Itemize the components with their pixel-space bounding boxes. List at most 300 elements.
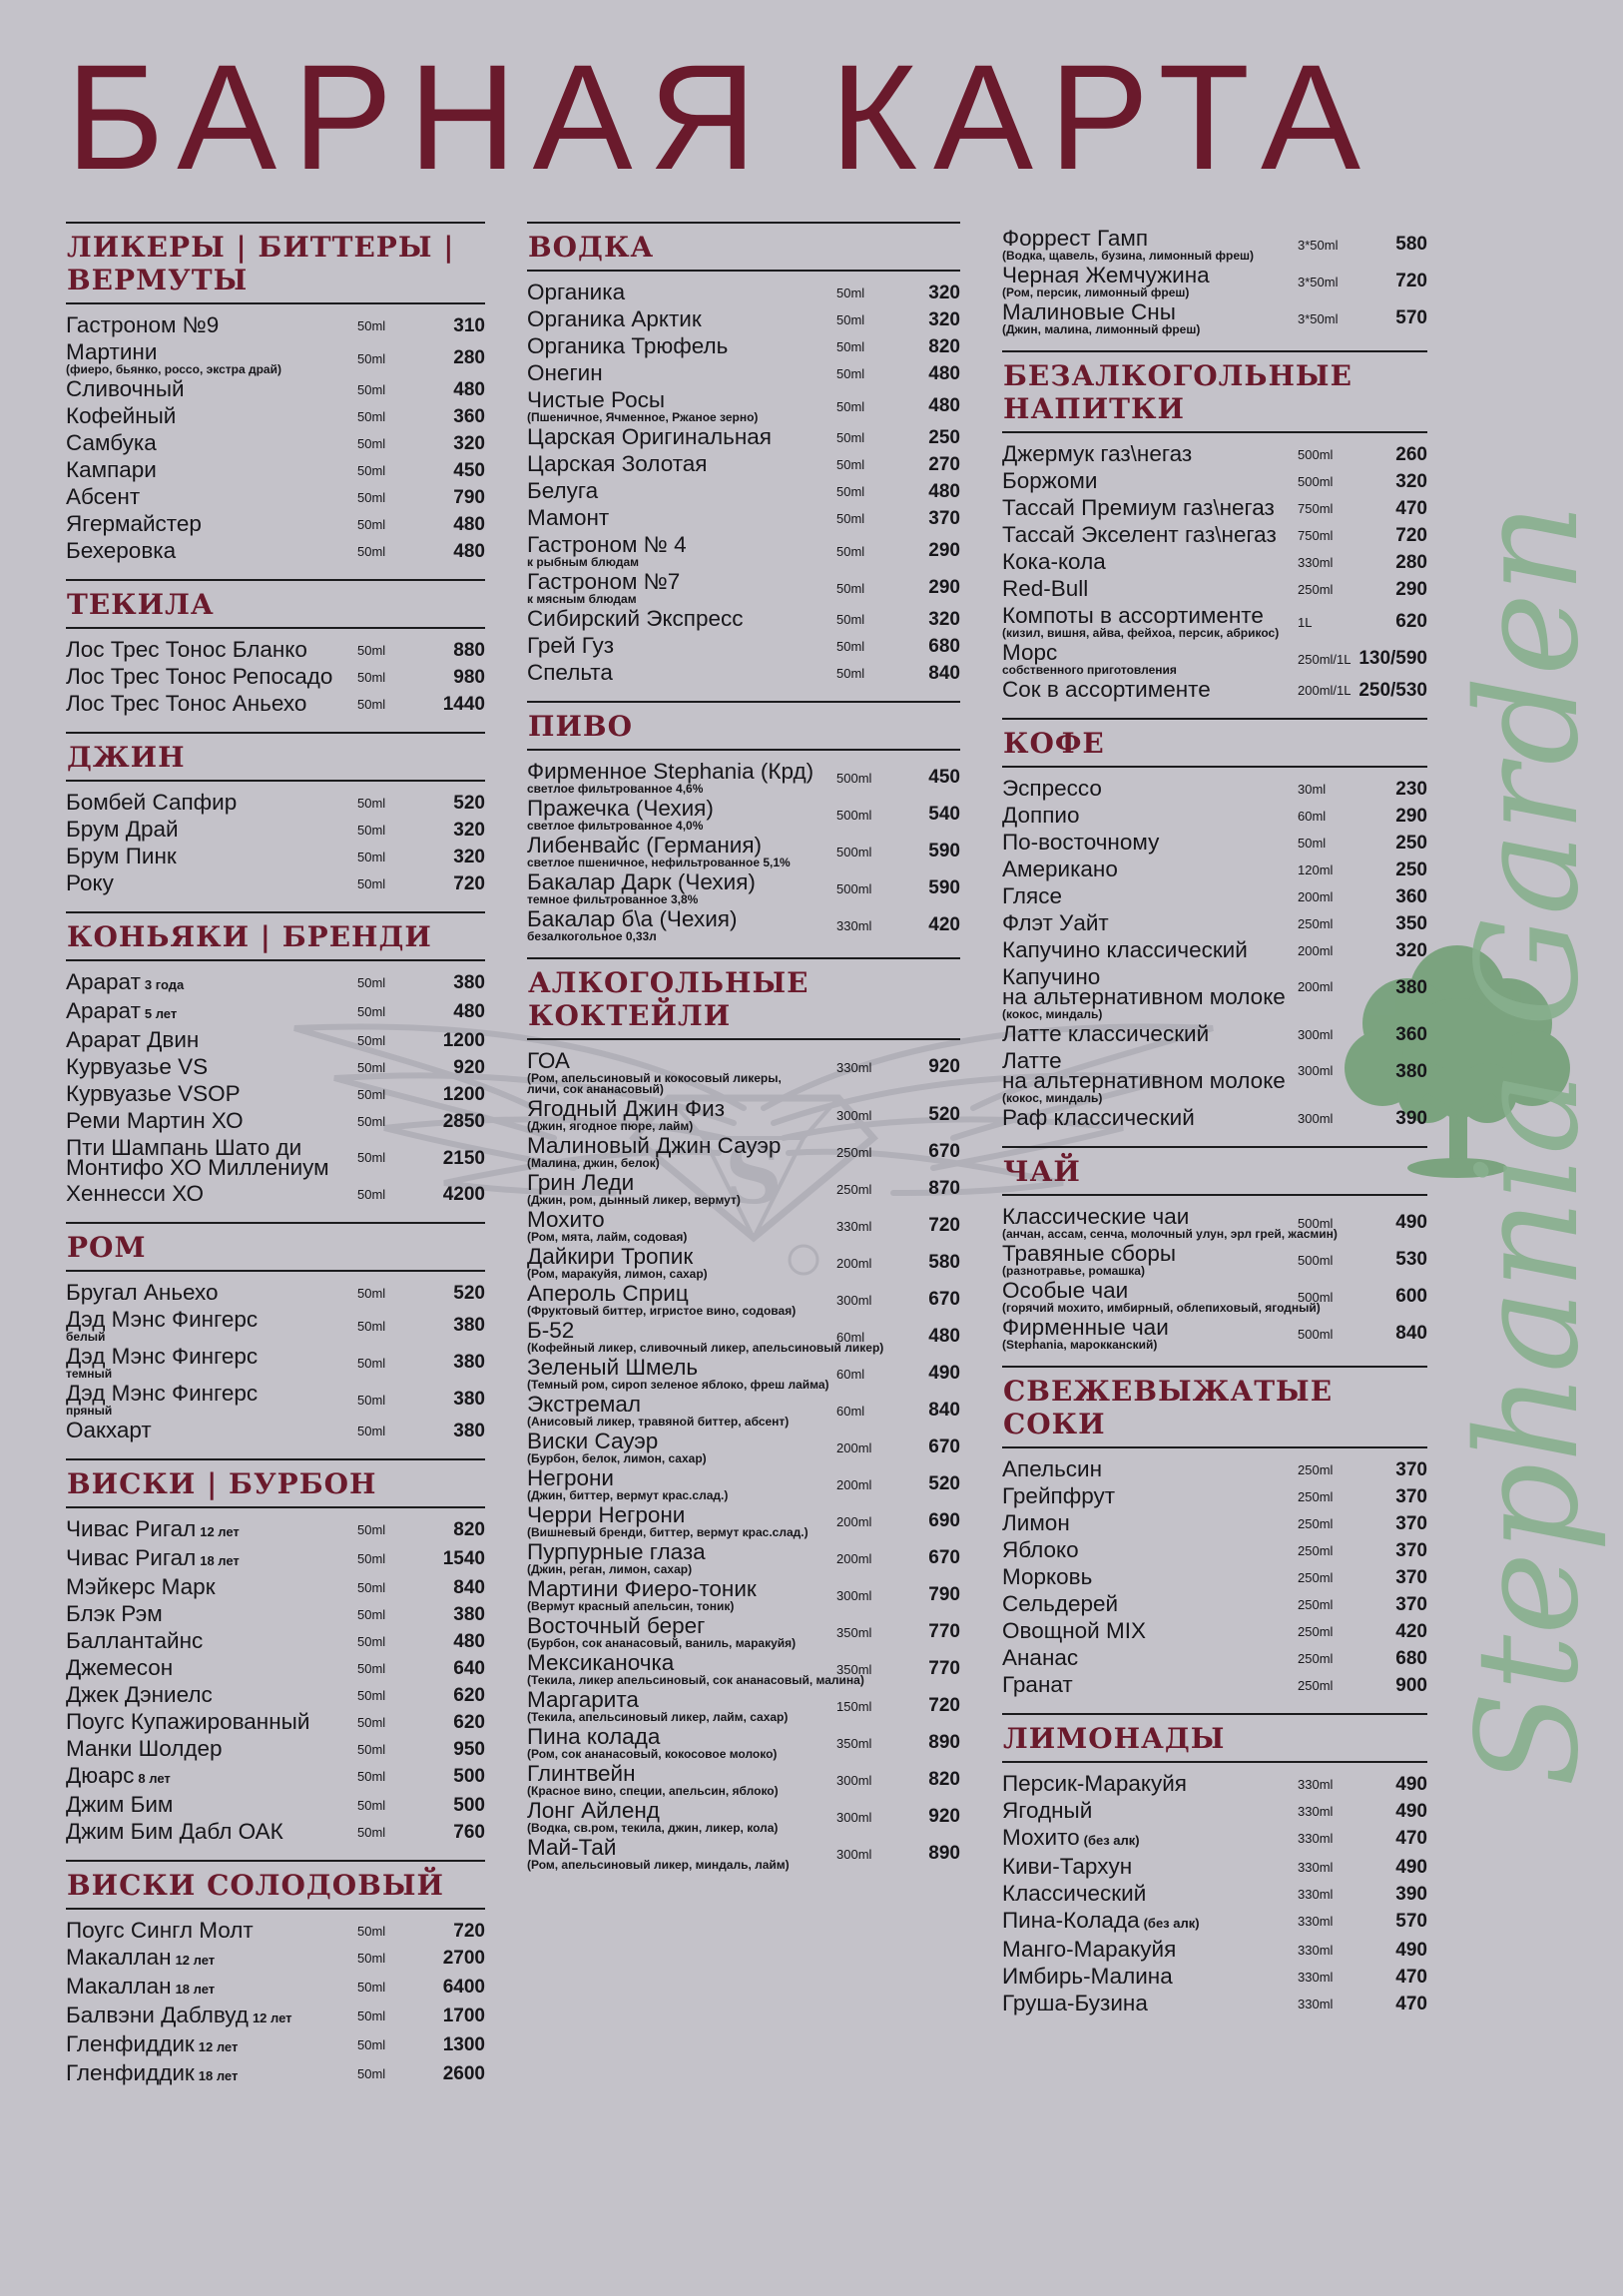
- item-volume: 50ml: [357, 1393, 386, 1408]
- item-description: (кокос, миндаль): [1002, 1007, 1103, 1021]
- menu-item: [1002, 1825, 1427, 1854]
- menu-item: [66, 1682, 485, 1709]
- item-volume: 50ml: [357, 1634, 386, 1649]
- menu-item-text: [527, 1650, 876, 1687]
- item-name: Капучино классический: [1002, 937, 1248, 962]
- menu-item-text: [527, 569, 876, 606]
- item-price: 370: [1395, 1567, 1427, 1588]
- menu-item: [527, 387, 960, 424]
- item-description: (Анисовый ликер, травяной биттер, абсент): [527, 1415, 790, 1429]
- item-name-note: 5 лет: [144, 1006, 178, 1021]
- menu-item-text: [66, 870, 401, 896]
- menu-item-text: [527, 796, 876, 833]
- item-name: ГОА: [527, 1048, 570, 1073]
- item-description: безалкогольное 0,33л: [527, 929, 657, 943]
- menu-item-text: [1002, 1241, 1302, 1278]
- item-name-line: [66, 844, 401, 869]
- menu-item-text: [66, 1108, 401, 1134]
- menu-item-text: [66, 969, 401, 998]
- item-name: Зеленый Шмель: [527, 1355, 699, 1380]
- menu-item-text: [66, 1181, 401, 1207]
- item-name-line: [527, 478, 876, 504]
- item-price: 370: [1395, 1594, 1427, 1615]
- menu-item-text: [1002, 1771, 1302, 1797]
- item-price: 480: [928, 395, 960, 416]
- menu-item: [66, 790, 485, 817]
- menu-item: [1002, 1021, 1427, 1048]
- item-price: 380: [1395, 977, 1427, 998]
- item-price: 260: [1395, 444, 1427, 465]
- item-volume: 500ml: [836, 771, 872, 786]
- item-name-line: [66, 376, 401, 402]
- item-volume: 200ml: [836, 1440, 872, 1455]
- item-price: 880: [453, 640, 485, 661]
- menu-section: [1002, 718, 1427, 1132]
- item-description: темный: [66, 1367, 113, 1381]
- item-volume: 50ml: [357, 1150, 386, 1165]
- menu-item-text: [1002, 441, 1302, 467]
- item-name: Груша-Бузина: [1002, 1991, 1148, 2015]
- menu-item-text: [66, 664, 401, 690]
- item-volume: 60ml: [1298, 809, 1327, 824]
- menu-item: [527, 1576, 960, 1613]
- menu-item-text: [66, 2031, 401, 2060]
- item-volume: 50ml: [836, 430, 865, 445]
- item-volume: 500ml: [1298, 1290, 1334, 1305]
- item-price: 480: [453, 379, 485, 400]
- item-volume: 330ml: [1298, 1914, 1334, 1929]
- item-name: Мэйкерс Марк: [66, 1574, 216, 1599]
- item-name-line: [527, 505, 876, 531]
- menu-item-text: [527, 869, 876, 906]
- item-volume: 250ml: [836, 1182, 872, 1197]
- menu-item: [66, 637, 485, 664]
- item-name: Реми Мартин ХО: [66, 1108, 244, 1133]
- menu-item-text: [66, 637, 401, 663]
- item-name-line: [66, 969, 401, 998]
- item-volume: 330ml: [1298, 1997, 1334, 2011]
- item-volume: 60ml: [836, 1367, 865, 1382]
- item-name-line: [66, 2003, 401, 2031]
- item-volume: 50ml: [357, 1924, 386, 1939]
- item-name: Маргарита: [527, 1687, 639, 1712]
- menu-item: [66, 1628, 485, 1655]
- item-price: 290: [1395, 579, 1427, 600]
- item-price: 790: [453, 487, 485, 508]
- menu-item-text: [66, 2060, 401, 2089]
- item-name-line: [1002, 1645, 1302, 1671]
- item-name: Джим Бим Дабл ОАК: [66, 1819, 283, 1844]
- menu-item-text: [527, 424, 876, 450]
- item-name-line: [527, 333, 876, 359]
- item-description: к рыбным блюдам: [527, 555, 640, 569]
- menu-item: [527, 1798, 960, 1835]
- item-price: 270: [928, 454, 960, 475]
- item-price: 370: [1395, 1513, 1427, 1534]
- item-volume: 300ml: [836, 1293, 872, 1308]
- item-name: Либенвайс (Германия): [527, 833, 763, 858]
- item-name-line: [66, 1819, 401, 1845]
- item-name-line: [66, 1516, 401, 1545]
- item-name-note: (без алк): [1143, 1916, 1200, 1931]
- item-name-line: [1002, 677, 1302, 703]
- menu-item: [66, 1655, 485, 1682]
- section-heading: ЛИКЕРЫ | БИТТЕРЫ | ВЕРМУТЫ: [66, 222, 485, 304]
- item-name: Лос Трес Тонос Бланко: [66, 637, 307, 662]
- item-name-line: [66, 484, 401, 510]
- item-name-line: [66, 817, 401, 843]
- menu-item: [527, 1429, 960, 1465]
- menu-item-text: [1002, 776, 1302, 802]
- item-volume: 60ml: [836, 1330, 865, 1345]
- item-price: 450: [928, 767, 960, 788]
- menu-item-text: [66, 339, 401, 376]
- item-price: 320: [1395, 940, 1427, 961]
- menu-item-text: [66, 2003, 401, 2031]
- item-volume: 250ml: [836, 1145, 872, 1160]
- item-name: Грейпфрут: [1002, 1483, 1116, 1508]
- item-price: 2700: [442, 1948, 485, 1969]
- item-description: (Ром, апельсиновый и кокосовый ликеры,: [527, 1071, 782, 1085]
- item-price: 2600: [442, 2063, 485, 2084]
- menu-item: [527, 451, 960, 478]
- item-volume: 50ml: [357, 1769, 386, 1784]
- item-volume: 50ml: [357, 1825, 386, 1840]
- item-name: Джемесон: [66, 1655, 174, 1680]
- menu-item-text: [1002, 1048, 1302, 1105]
- item-price: 720: [453, 873, 485, 894]
- item-price: 320: [928, 283, 960, 303]
- item-name-line: [1002, 910, 1302, 936]
- menu-item: [1002, 803, 1427, 830]
- item-volume: 50ml: [357, 1980, 386, 1995]
- item-volume: 500ml: [1298, 1216, 1334, 1231]
- item-volume: 200ml: [1298, 943, 1334, 958]
- menu-item-text: [1002, 1537, 1302, 1563]
- menu-item: [66, 1945, 485, 1974]
- menu-item: [66, 664, 485, 691]
- item-price: 500: [453, 1795, 485, 1816]
- item-name-line: [1002, 830, 1302, 856]
- svg-text:S: S: [725, 1128, 783, 1222]
- item-name: Сливочный: [66, 376, 185, 401]
- menu-item: [527, 478, 960, 505]
- item-volume: 250ml/1L: [1298, 652, 1352, 667]
- menu-item: [1002, 263, 1427, 299]
- item-volume: 300ml: [836, 1847, 872, 1862]
- item-name-line: [1002, 1854, 1302, 1880]
- item-name-line: [66, 1628, 401, 1654]
- item-name-note: 18 лет: [200, 1553, 240, 1568]
- item-price: 360: [1395, 1024, 1427, 1045]
- item-name-note: 12 лет: [175, 1953, 216, 1968]
- item-name-line: [1002, 1510, 1302, 1536]
- menu-item-text: [1002, 964, 1302, 1021]
- item-volume: 330ml: [1298, 1887, 1334, 1902]
- item-price: 580: [1395, 234, 1427, 255]
- menu-item-text: [527, 387, 876, 424]
- item-price: 720: [453, 1921, 485, 1942]
- menu-item: [1002, 1798, 1427, 1825]
- item-volume: 3*50ml: [1298, 311, 1339, 326]
- menu-item-text: [1002, 1672, 1302, 1698]
- item-volume: 300ml: [1298, 1111, 1334, 1126]
- item-name-line: [66, 1418, 401, 1443]
- item-description: собственного приготовления: [1002, 663, 1177, 677]
- item-volume: 50ml: [357, 1522, 386, 1537]
- item-name: Курвуазье VS: [66, 1054, 209, 1079]
- menu-item: [1002, 1854, 1427, 1881]
- menu-item: [1002, 677, 1427, 704]
- menu-item: [527, 869, 960, 906]
- item-price: 1540: [442, 1548, 485, 1569]
- item-volume: 50ml: [836, 612, 865, 627]
- item-name-line: [66, 430, 401, 456]
- item-price: 250/530: [1358, 680, 1427, 701]
- menu-item: [1002, 1510, 1427, 1537]
- menu-item: [1002, 299, 1427, 336]
- item-name-line-2: на альтернативном молоке: [1002, 984, 1286, 1009]
- menu-item: [1002, 226, 1427, 263]
- menu-item: [1002, 1645, 1427, 1672]
- item-name: Грей Гуз: [527, 633, 615, 658]
- item-name-line: [1002, 1991, 1302, 2016]
- menu-item: [66, 1736, 485, 1763]
- item-name: Бехеровка: [66, 538, 177, 563]
- item-name-line: [1002, 1456, 1302, 1482]
- item-description: (анчан, ассам, сенча, молочный улун, эрл грей, жасмин): [1002, 1227, 1338, 1241]
- menu-item-text: [66, 1918, 401, 1944]
- menu-item: [527, 1761, 960, 1798]
- item-name: Дюарс: [66, 1763, 135, 1788]
- menu-item: [66, 538, 485, 565]
- menu-item: [527, 1650, 960, 1687]
- item-name: Компоты в ассортименте: [1002, 603, 1264, 628]
- menu-item-text: [527, 906, 876, 943]
- item-price: 540: [928, 804, 960, 825]
- item-price: 840: [928, 663, 960, 684]
- item-volume: 330ml: [1298, 1777, 1334, 1792]
- item-description: (Водка, св.ром, текила, джин, ликер, кола): [527, 1821, 779, 1835]
- item-price: 530: [1395, 1249, 1427, 1270]
- item-name-line: [66, 1574, 401, 1600]
- section-heading: КОФЕ: [1002, 718, 1427, 768]
- menu-item-text: [1002, 1591, 1302, 1617]
- item-volume: 50ml: [357, 1286, 386, 1301]
- menu-item-text: [66, 691, 401, 717]
- item-price: 640: [453, 1658, 485, 1679]
- section-heading: АЛКОГОЛЬНЫЕ КОКТЕЙЛИ: [527, 957, 960, 1040]
- item-name: Арарат: [66, 969, 141, 994]
- item-name-line: [1002, 495, 1302, 521]
- menu-item: [66, 969, 485, 998]
- section-heading: ДЖИН: [66, 732, 485, 782]
- item-price: 370: [1395, 1540, 1427, 1561]
- item-volume: 1L: [1298, 615, 1313, 630]
- item-volume: 300ml: [836, 1588, 872, 1603]
- item-price: 920: [928, 1806, 960, 1827]
- section-heading: РОМ: [66, 1222, 485, 1272]
- item-name: Бругал Аньехо: [66, 1280, 219, 1305]
- item-name: Глясе: [1002, 883, 1062, 908]
- menu-item-text: [527, 633, 876, 659]
- menu-item-text: [66, 1763, 401, 1792]
- item-price: 250: [928, 427, 960, 448]
- item-volume: 300ml: [836, 1773, 872, 1788]
- item-price: 490: [1395, 1212, 1427, 1233]
- item-description: белый: [66, 1330, 106, 1344]
- item-name-line: [66, 1280, 401, 1306]
- item-volume: 250ml: [1298, 1489, 1334, 1504]
- menu-item-text: [1002, 1483, 1302, 1509]
- item-volume: 50ml: [357, 876, 386, 891]
- menu-item-text: [1002, 1564, 1302, 1590]
- menu-item-text: [527, 1465, 876, 1502]
- item-volume: 350ml: [836, 1625, 872, 1640]
- menu-column-1: [66, 222, 485, 2103]
- menu-item-text: [527, 1096, 876, 1133]
- item-name-line: [66, 637, 401, 663]
- menu-item: [527, 660, 960, 687]
- item-name-line: [1002, 1105, 1302, 1131]
- item-name-line: [66, 1945, 401, 1974]
- menu-item-text: [66, 484, 401, 510]
- item-name: Сибирский Экспресс: [527, 606, 744, 631]
- item-description: (Ром, апельсиновый ликер, миндаль, лайм): [527, 1858, 790, 1872]
- item-name: Мохито: [1002, 1825, 1080, 1850]
- item-volume: 50ml: [357, 1580, 386, 1595]
- menu-item-text: [66, 1974, 401, 2003]
- menu-item-text: [527, 1392, 876, 1429]
- item-price: 480: [453, 1631, 485, 1652]
- item-name: Оакхарт: [66, 1418, 152, 1442]
- menu-item: [1002, 776, 1427, 803]
- item-price: 320: [928, 609, 960, 630]
- menu-item-text: [1002, 549, 1302, 575]
- item-volume: 330ml: [836, 1219, 872, 1234]
- item-description: (Пшеничное, Ячменное, Ржаное зерно): [527, 410, 759, 424]
- item-name: Макаллан: [66, 1945, 172, 1970]
- item-name-line: [66, 1792, 401, 1818]
- menu-item-text: [1002, 495, 1302, 521]
- item-price: 490: [1395, 1801, 1427, 1822]
- item-description: (Бурбон, белок, лимон, сахар): [527, 1451, 707, 1465]
- item-name: Брум Драй: [66, 817, 179, 842]
- menu-item-text: [66, 1628, 401, 1654]
- menu-item-text: [527, 1133, 876, 1170]
- item-name-line: [1002, 857, 1302, 882]
- menu-item: [1002, 1881, 1427, 1908]
- item-description: светлое фильтрованное 4,6%: [527, 782, 704, 796]
- item-name: Арарат: [66, 998, 141, 1023]
- item-name-line: [1002, 883, 1302, 909]
- item-name-line: [1002, 1618, 1302, 1644]
- item-name: Киви-Тархун: [1002, 1854, 1133, 1879]
- item-price: 490: [1395, 1857, 1427, 1878]
- item-name: Бомбей Сапфир: [66, 790, 238, 815]
- item-name: Гастроном №9: [66, 312, 220, 337]
- section-heading: БЕЗАЛКОГОЛЬНЫЕ НАПИТКИ: [1002, 350, 1427, 433]
- item-volume: 330ml: [1298, 1804, 1334, 1819]
- item-price: 890: [928, 1843, 960, 1864]
- item-price: 680: [928, 636, 960, 657]
- item-price: 670: [928, 1141, 960, 1162]
- item-name: Глинтвейн: [527, 1761, 636, 1786]
- menu-item-text: [1002, 1021, 1302, 1047]
- menu-item: [66, 1516, 485, 1545]
- item-price: 480: [453, 541, 485, 562]
- menu-item: [1002, 441, 1427, 468]
- menu-item-text: [66, 1655, 401, 1681]
- menu-item-text: [1002, 1825, 1302, 1854]
- menu-item-text: [1002, 1315, 1302, 1352]
- item-volume: 50ml: [357, 643, 386, 658]
- item-price: 380: [453, 1421, 485, 1441]
- item-price: 720: [928, 1695, 960, 1716]
- item-name: Лос Трес Тонос Аньехо: [66, 691, 307, 716]
- menu-item-text: [1002, 1798, 1302, 1824]
- menu-item: [66, 484, 485, 511]
- menu-item-text: [527, 1318, 884, 1355]
- item-name: Апельсин: [1002, 1456, 1103, 1481]
- item-price: 670: [928, 1547, 960, 1568]
- item-name-line: [1002, 468, 1302, 494]
- item-price: 580: [928, 1252, 960, 1273]
- item-price: 920: [453, 1057, 485, 1078]
- menu-item-text: [527, 1170, 876, 1207]
- item-volume: 50ml: [357, 1715, 386, 1730]
- item-price: 470: [1395, 1994, 1427, 2014]
- item-volume: 3*50ml: [1298, 275, 1339, 289]
- menu-item: [527, 1281, 960, 1318]
- menu-item-text: [527, 1355, 876, 1392]
- item-price: 380: [453, 1389, 485, 1410]
- item-volume: 500ml: [1298, 474, 1334, 489]
- menu-item-text: [66, 817, 401, 843]
- item-name-line: [66, 1307, 401, 1333]
- item-volume: 250ml: [1298, 1516, 1334, 1531]
- menu-item-text: [1002, 677, 1302, 703]
- section-heading: СВЕЖЕВЫЖАТЫЕ СОКИ: [1002, 1366, 1427, 1448]
- item-volume: 250ml: [1298, 1597, 1334, 1612]
- item-price: 480: [453, 1001, 485, 1022]
- menu-item: [1002, 1937, 1427, 1964]
- item-price: 250: [1395, 833, 1427, 854]
- menu-item: [1002, 910, 1427, 937]
- item-name: Особые чаи: [1002, 1278, 1129, 1303]
- item-name: Мамонт: [527, 505, 610, 530]
- item-price: 380: [453, 1315, 485, 1336]
- item-volume: 150ml: [836, 1699, 872, 1714]
- item-name-line: [66, 1545, 401, 1574]
- menu-column-3: [1002, 226, 1427, 2031]
- item-name: Мексиканочка: [527, 1650, 675, 1675]
- item-volume: 120ml: [1298, 862, 1334, 877]
- item-price: 870: [928, 1178, 960, 1199]
- item-name-line: [1002, 1483, 1302, 1509]
- item-volume: 50ml: [836, 639, 865, 654]
- item-name: Бакалар б\а (Чехия): [527, 906, 738, 931]
- item-description: (Stephania, марокканский): [1002, 1338, 1158, 1352]
- item-price: 280: [1395, 552, 1427, 573]
- item-price: 470: [1395, 498, 1427, 519]
- item-name: Джермук газ\негаз: [1002, 441, 1193, 466]
- item-name-line: [527, 360, 876, 386]
- menu-item: [1002, 1672, 1427, 1699]
- menu-item: [1002, 1908, 1427, 1937]
- item-volume: 50ml: [357, 1004, 386, 1019]
- menu-item: [527, 1244, 960, 1281]
